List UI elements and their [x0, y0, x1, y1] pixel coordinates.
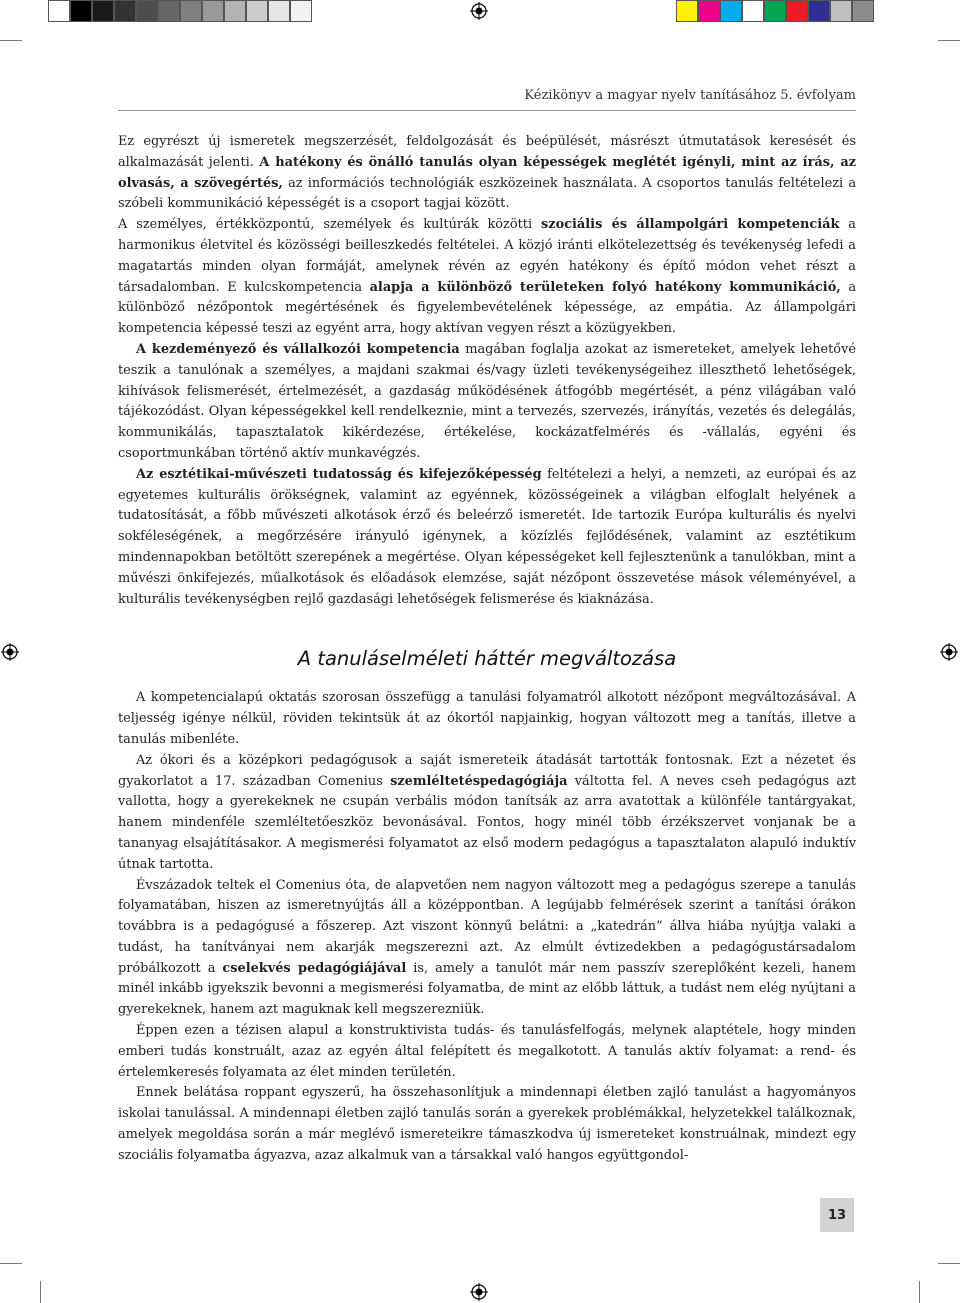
paragraph	[118, 688, 856, 750]
paragraph	[118, 876, 856, 1022]
registration-mark-icon	[470, 2, 488, 20]
bold-run: szemléltetéspedagógiája	[390, 773, 568, 789]
color-swatch	[808, 0, 830, 22]
color-swatch	[290, 0, 312, 22]
color-swatch	[136, 0, 158, 22]
paragraph	[118, 751, 856, 876]
registration-mark-icon	[940, 643, 958, 661]
running-header: Kézikönyv a magyar nyelv tanításához 5. évfolyam	[524, 88, 856, 103]
body-text	[118, 132, 856, 1167]
color-swatch	[852, 0, 874, 22]
color-swatch	[786, 0, 808, 22]
paragraph	[118, 1083, 856, 1166]
color-swatch	[48, 0, 70, 22]
color-swatch	[764, 0, 786, 22]
text-run: Évszázadok teltek el Comenius óta, de alapvetően nem nagyon változott meg a pedagógus szerepe a tanulás folyamatában, hiszen az ismeretnyújtás áll a középpontban. A legújabb felmérések szerint a tanítási órákon továbbra is a pedagógusé a főszerep. Azt viszont könnyű belátni: a „katedrán” állva hiába nyújtja valaki a tudást, ha tanítványai nem akarják megszerezni azt. Az elmúlt évtizedekben a pedagógustársadalom próbálkozott a	[118, 877, 856, 976]
bold-run: A hatékony és önálló tanulás olyan képességek meglétét igényli, mint az írás, az olvasás, a szövegértés,	[118, 154, 857, 191]
registration-mark-icon	[1, 643, 19, 661]
paragraph	[118, 340, 856, 465]
color-swatch	[698, 0, 720, 22]
paragraph	[118, 132, 856, 215]
bold-run: szociális és állampolgári kompetenciák	[541, 217, 840, 233]
registration-mark-icon	[470, 1283, 488, 1301]
color-swatch	[720, 0, 742, 22]
grayscale-calibration-bar	[48, 0, 312, 22]
color-swatch	[114, 0, 136, 22]
bold-run: alapja a különböző területeken folyó hatékony kommunikáció,	[369, 279, 841, 295]
text-run: a különböző nézőpontok megértésének és figyelembevételének képessége, az empátia. Az állampolgári kompetencia képessé teszi az egyént arra, hogy aktívan vegyen részt a közügyekben.	[118, 279, 857, 337]
color-swatch	[246, 0, 268, 22]
page-number: 13	[820, 1198, 854, 1232]
text-run: feltételezi a helyi, a nemzeti, az európai és az egyetemes kulturális örökségnek, valamint az egyénnek, közösségeinek a világban elfoglalt helyének a tudatosítását, a főbb művészeti alkotások érző és beleérző ismeretét. Ide tartozik Európa kulturális és nyelvi sokféleségének, a megőrzésére irányuló igénynek, a közízlés fejlődésének, valamint az esztétikum mindennapokban betöltött szerepének a megértése. Olyan képességeket kell fejlesztenünk a tanulókban, mint a művészi önkifejezés, műalkotások és előadások elemzése, saját nézőpont összevetése mások véleményével, a kulturális tevékenységben rejlő gazdasági lehetőségek felismerése és kiaknázása.	[118, 466, 856, 607]
color-swatch	[224, 0, 246, 22]
paragraph	[118, 215, 856, 340]
crop-mark	[938, 40, 960, 41]
crop-mark	[40, 1281, 41, 1303]
text-run: Az ókori és a középkori pedagógusok a saját ismereteik átadását tartották fontosnak. Ezt a nézetet és gyakorlatot a 17. században Comenius	[118, 752, 856, 789]
color-swatch	[268, 0, 290, 22]
text-run: a harmonikus életvitel és közösségi beilleszkedés feltételei. A közjó iránti elkötelezettség és tevékenység lefedi a magatartás minden olyan formáját, amelynek révén az egyén hatékony és építő módon vehet részt a társadalomban. E kulcskompetencia	[118, 217, 856, 295]
color-calibration-bar	[676, 0, 874, 22]
color-swatch	[742, 0, 764, 22]
text-run: Éppen ezen a tézisen alapul a konstruktivista tudás- és tanulásfelfogás, melynek alaptétele, hogy minden emberi tudás konstruált, azaz az egyén által felépített és megalkotott. A tanulás aktív folyamat: a rend- és értelemkeresés folyamata az élet minden területén.	[118, 1023, 856, 1080]
text-run: A személyes, értékközpontú, személyek és kultúrák közötti	[118, 217, 542, 233]
crop-mark	[0, 40, 22, 41]
paragraph	[118, 1021, 856, 1083]
crop-mark	[938, 1263, 960, 1264]
crop-mark	[919, 1281, 920, 1303]
color-swatch	[676, 0, 698, 22]
text-run: is, amely a tanulót már nem passzív szereplőként kezeli, hanem minél inkább igyekszik bevonni a megismerési folyamatba, de mint az előbb láttuk, a tudást nem elég nyújtani a gyerekeknek, hanem azt maguknak kell megszerezniük.	[118, 960, 856, 1018]
bold-run: A kezdeményező és vállalkozói kompetencia	[136, 341, 460, 357]
color-swatch	[180, 0, 202, 22]
text-run: magában foglalja azokat az ismereteket, amelyek lehetővé teszik a tanulónak a személyes, a majdani szakmai és/vagy üzleti tevékenységeihez illeszthető lehetőségek, kihívások felismerését, értelmezését, a gazdaság működésének átfogóbb megértését, a pénz világában való tájékozódást. Olyan képességekkel kell rendelkeznie, mint a tervezés, szervezés, irányítás, vezetés és delegálás, kommunikálás, tapasztalatok kikérdezése, értékelése, kockázatfelmérés és -vállalás, egyéni és csoportmunkában történő aktív munkavégzés.	[118, 341, 856, 461]
text-run: A kompetencialapú oktatás szorosan összefügg a tanulási folyamatról alkotott nézőpont megváltozásával. A teljesség igénye nélkül, röviden tekintsük át az ókortól napjainkig, hogyan változott meg a tanítás, illetve a tanulás mibenléte.	[118, 690, 856, 747]
bold-run: Az esztétikai-művészeti tudatosság és kifejezőképesség	[136, 466, 542, 482]
header-rule	[118, 110, 856, 111]
color-swatch	[202, 0, 224, 22]
section-heading: A tanuláselméleti háttér megváltozása	[297, 647, 677, 671]
text-run: az információs technológiák eszközeinek használata. A csoportos tanulás feltételezi a szóbeli kommunikáció képességét is a csoport tagjai között.	[118, 175, 856, 212]
text-run: váltotta fel. A neves cseh pedagógus azt vallotta, hogy a gyerekeknek ne csupán verbális módon tanítsák az arra avatottak a különféle tantárgyakat, hanem mindenféle szemléltetőeszköz bevonásával. Fontos, hogy minél több érzékszervet vonjanak be a tananyag elsajátításakor. A megismerési folyamatot az első modern pedagógus a tapasztalaton alapuló induktív útnak tartotta.	[118, 773, 856, 872]
color-swatch	[70, 0, 92, 22]
paragraph	[118, 465, 856, 611]
bold-run: cselekvés pedagógiájával	[222, 960, 407, 976]
crop-mark	[0, 1263, 22, 1264]
text-run: Ennek belátása roppant egyszerű, ha összehasonlítjuk a mindennapi életben zajló tanulást a hagyományos iskolai tanulással. A mindennapi életben zajló tanulás során a gyerekek problémákkal, helyzetekkel találkoznak, amelyek megoldása során a már meglévő ismereteikre támaszkodva új ismereteket konstruálnak, mindezt egy szociális folyamatba ágyazva, azaz alkalmuk van a társakkal való hangos együttgondol-	[118, 1085, 856, 1163]
color-swatch	[830, 0, 852, 22]
color-swatch	[158, 0, 180, 22]
text-run: Ez egyrészt új ismeretek megszerzését, feldolgozását és beépülését, másrészt útmutatások keresését és alkalmazását jelenti.	[118, 134, 856, 170]
color-swatch	[92, 0, 114, 22]
